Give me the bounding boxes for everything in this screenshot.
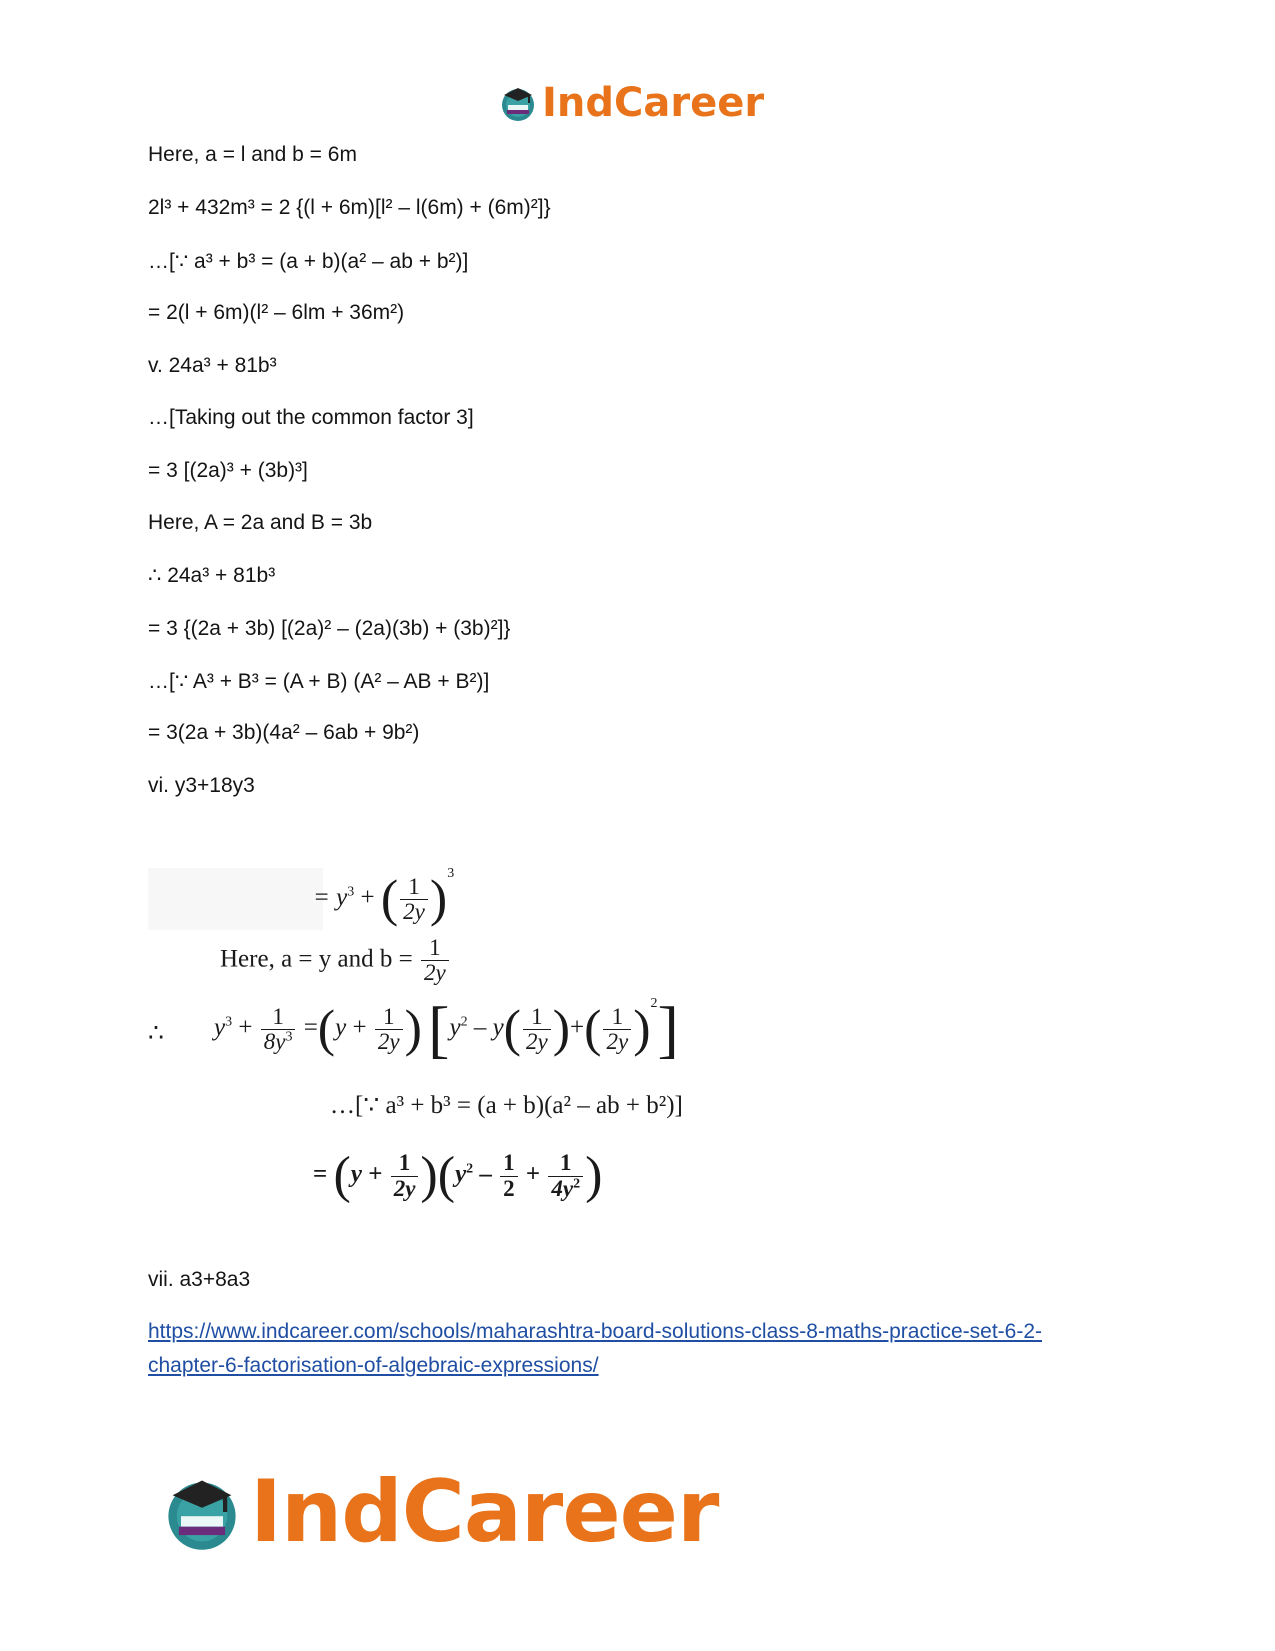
text-line: vii. a3+8a3 [148,1268,251,1291]
text-line: …[∵ A³ + B³ = (A + B) (A² – AB + B²)] [148,670,490,693]
text-line: 2l³ + 432m³ = 2 {(l + 6m)[l² – l(6m) + (6m)²]} [148,196,551,219]
text-line: = 2(l + 6m)(l² – 6lm + 36m²) [148,301,405,324]
text-line: Here, A = 2a and B = 3b [148,511,373,534]
text-line: vi. y3+18y3 [148,774,255,797]
brand-name: IndCareer [250,1462,719,1562]
math-identity: …[∵ a³ + b³ = (a + b)(a² – ab + b²)] [330,1092,683,1119]
math-here-line: Here, a = y and b = $\frac{1}{2y}$ [220,936,451,985]
globe-cap-icon [160,1470,244,1554]
math-therefore: ∴ [148,1020,164,1047]
image-smudge [148,868,323,930]
text-line: = 3(2a + 3b)(4a² – 6ab + 9b²) [148,721,420,744]
footer-logo [160,1462,718,1562]
math-eq-1: = $y^3$ + ( $\frac{1}{2y}$ )$^3$ [313,866,455,928]
math-result: = (y + $\frac{1}{2y}$ )($y^2$ – $\frac{1}{2}$ + $\frac{1}{4y^2}$ ) [313,1147,603,1204]
text-line: …[Taking out the common factor 3] [148,406,474,429]
text-line: ∴ 24a³ + 81b³ [148,564,276,587]
math-solution-image [148,868,748,1288]
text-line: = 3 [(2a)³ + (3b)³] [148,459,308,482]
source-link-line-1[interactable]: https://www.indcareer.com/schools/maharashtra-board-solutions-class-8-maths-practice-set-6-2- [148,1320,1042,1343]
text-line: v. 24a³ + 81b³ [148,354,277,377]
text-line: …[∵ a³ + b³ = (a + b)(a² – ab + b²)] [148,250,469,273]
text-line: = 3 {(2a + 3b) [(2a)² – (2a)(3b) + (3b)²]} [148,617,511,640]
math-eq-2: $y^3$ + $\frac{1}{8y^3}$ =(y + $\frac{1}{2y}$ ) [$y^2 - y$( $\frac{1}{2y}$ )+( $\frac{1}{2y}$ )$^2$] [214,993,679,1065]
text-line: Here, a = l and b = 6m [148,143,357,166]
header-logo [498,80,764,126]
source-link-line-2[interactable]: chapter-6-factorisation-of-algebraic-expressions/ [148,1354,599,1377]
globe-cap-icon [498,83,538,123]
brand-name: IndCareer [542,80,765,126]
